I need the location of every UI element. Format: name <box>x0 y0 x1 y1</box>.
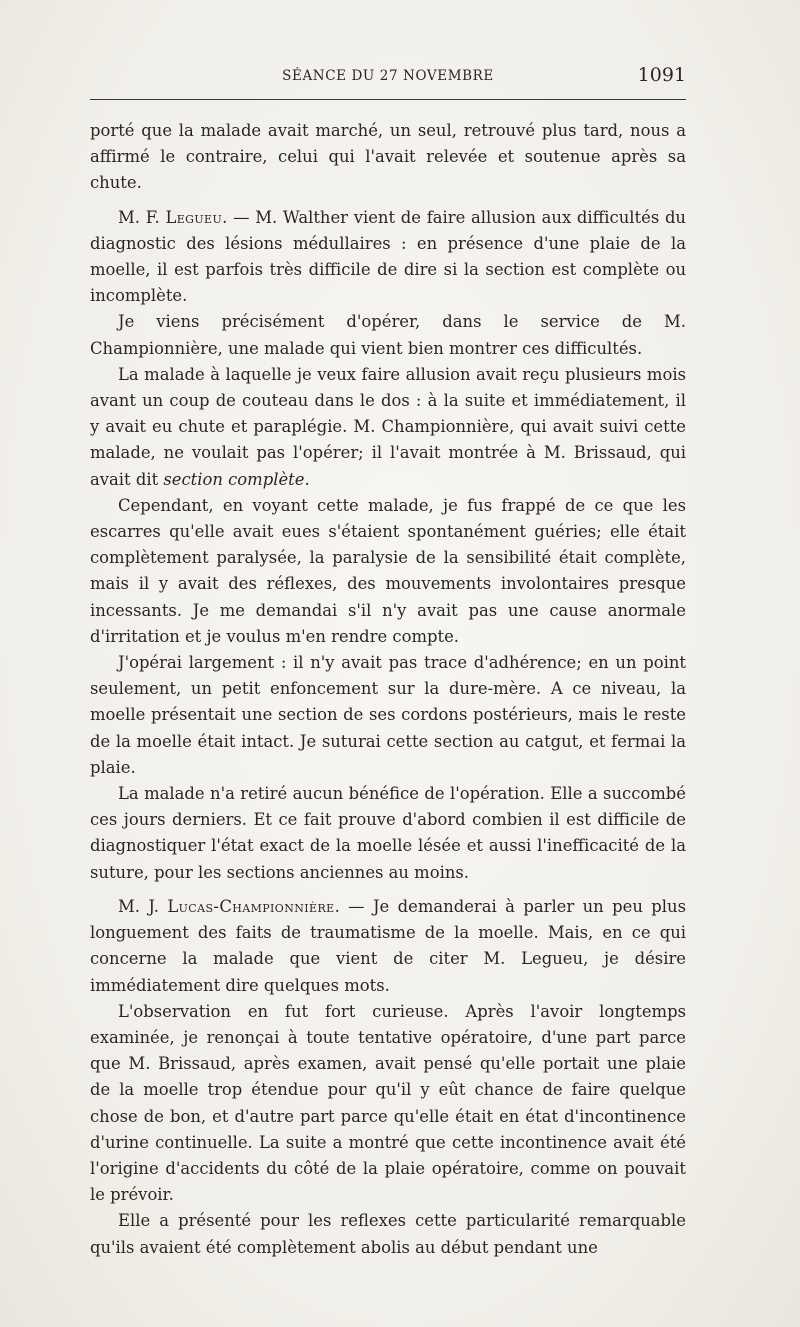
paragraph <box>90 999 686 1209</box>
paragraph-text: Cependant, en voyant cette malade, je fus frappé de ce que les escarres qu'elle avait eues s'étaient spontanément guéries; elle était complètement paralysée, la paralysie de la sensibilité était complète, mais il y avait des réflexes, des mouvements involontaires presque incessants. Je me demandai s'il n'y avait pas une cause anormale d'irritation et je voulus m'en rendre compte. <box>90 495 686 646</box>
italic-quote: section complète <box>163 469 305 489</box>
paragraph-speaker-lucas-championniere <box>90 894 686 999</box>
paragraph-text: La malade n'a retiré aucun bénéfice de l'opération. Elle a succombé ces jours derniers. Et ce fait prouve d'abord combien il est difficile de diagnostiquer l'état exact de la moelle lésée et aussi l'inefficacité de la suture, pour les sections anciennes au moins. <box>90 784 686 882</box>
paragraph-text: porté que la malade avait marché, un seul, retrouvé plus tard, nous a affirmé le contraire, celui qui l'avait relevée et soutenue après sa chute. <box>90 121 686 193</box>
paragraph-text: Je viens précisément d'opérer, dans le service de M. Championnière, une malade qui vient bien montrer ces difficultés. <box>90 312 686 358</box>
paragraph-text: L'observation en fut fort curieuse. Après l'avoir longtemps examinée, je renonçai à toute tentative opératoire, d'une part parce que M. Brissaud, après examen, avait pensé qu'elle portait une plaie de la moelle trop étendue pour qu'il y eût chance de faire quelque chose de bon, et d'autre part parce qu'elle était en état d'incontinence d'urine continuelle. La suite a montré que cette incontinence avait été l'origine d'accidents du côté de la plaie opératoire, comme on pouvait le prévoir. <box>90 1001 686 1205</box>
paragraph-speaker-legueu <box>90 205 686 310</box>
speaker-name: Legueu <box>165 207 223 227</box>
body-text <box>90 118 686 1261</box>
paragraph <box>90 650 686 781</box>
paragraph-text: Elle a présenté pour les reflexes cette particularité remarquable qu'ils avaient été complètement abolis au début pendant une <box>90 1211 686 1257</box>
running-header <box>90 64 686 88</box>
header-rule <box>90 99 686 100</box>
paragraph-text: La malade à laquelle je veux faire allusion avait reçu plusieurs mois avant un coup de couteau dans le dos : à la suite et immédiatement, il y avait eu chute et paraplégie. M. Championnière, qui avait suivi cette malade, ne voulait pas l'opérer; il l'avait montrée à M. Brissaud, qui avait dit <box>90 364 686 489</box>
paragraph-text-end: . <box>304 469 310 489</box>
header-title: SÉANCE DU 27 NOVEMBRE <box>282 68 494 84</box>
paragraph-text: . — M. Walther vient de faire allusion aux difficultés du diagnostic des lésions médullaires : en présence d'une plaie de la moelle, il est parfois très difficile de dire si la section est complète ou incomplète. <box>90 207 686 306</box>
speaker-initial: M. J. <box>118 896 168 916</box>
paragraph <box>90 309 686 361</box>
paragraph <box>90 493 686 650</box>
paragraph <box>90 362 686 493</box>
paragraph-text: J'opérai largement : il n'y avait pas trace d'adhérence; en un point seulement, un petit enfoncement sur la dure-mère. A ce niveau, la moelle présentait une section de ses cordons postérieurs, mais le reste de la moelle était intact. Je suturai cette section au catgut, et fermai la plaie. <box>90 653 686 777</box>
speaker-initial: M. F. <box>118 207 166 227</box>
paragraph-text: . — Je demanderai à parler un peu plus longuement des faits de traumatisme de la moelle. Mais, en ce qui concerne la malade que vient de citer M. Legueu, je désire immédiatement dire quelques mots. <box>90 896 687 995</box>
paragraph <box>90 118 686 197</box>
paragraph <box>90 781 686 886</box>
paragraph <box>90 1208 686 1260</box>
page-number: 1091 <box>637 64 686 86</box>
speaker-name: Lucas-Championnière <box>167 896 335 916</box>
